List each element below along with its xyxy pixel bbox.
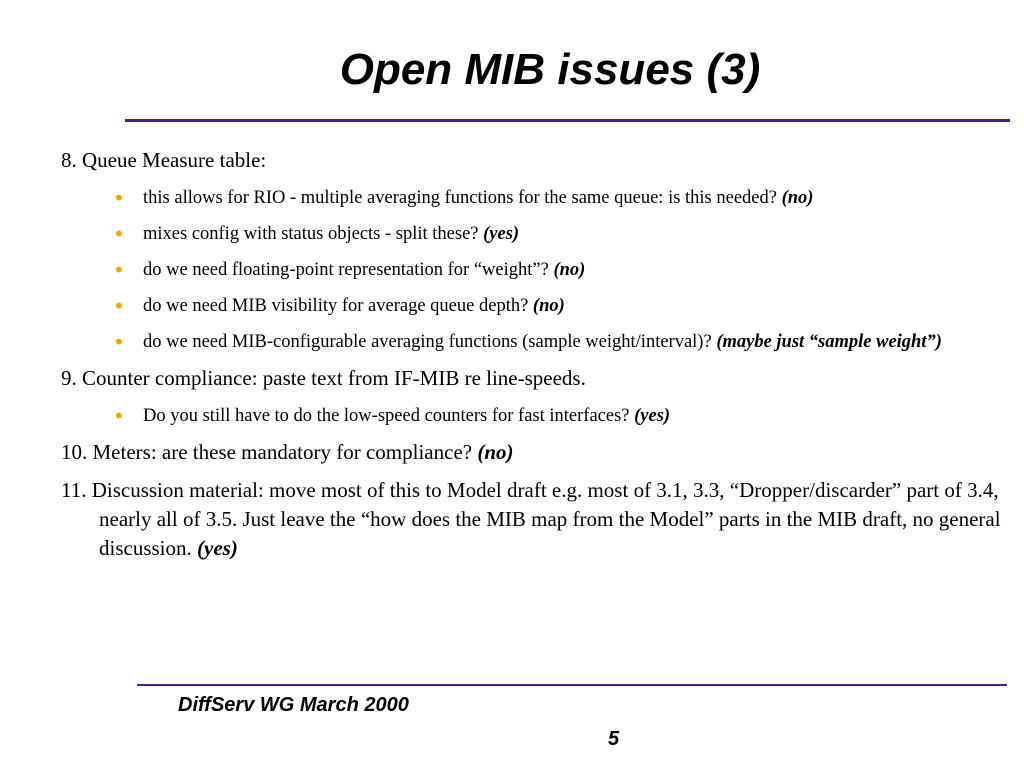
issue-11-answer: (yes) [197, 536, 238, 560]
slide-body [61, 146, 1001, 572]
bullet-text: do we need floating-point representation for “weight”? [143, 260, 554, 280]
issue-8-text: 8. Queue Measure table: [61, 148, 267, 172]
footer-divider [137, 684, 1007, 686]
issue-8-bullet-1 [61, 184, 943, 213]
bullet-answer: (yes) [634, 406, 671, 426]
bullet-icon: • [113, 222, 125, 246]
bullet-text: do we need MIB visibility for average queue depth? [143, 296, 533, 316]
issue-10-text: 10. Meters: are these mandatory for compliance? [61, 440, 478, 464]
issue-9-bullet-1 [61, 402, 943, 431]
issue-8-bullet-3 [61, 256, 943, 285]
issue-9-text: 9. Counter compliance: paste text from IF-MIB re line-speeds. [61, 366, 586, 390]
title-divider [125, 119, 1010, 122]
page-number: 5 [608, 728, 620, 750]
bullet-text: do we need MIB-configurable averaging functions (sample weight/interval)? [143, 332, 717, 352]
bullet-text: this allows for RIO - multiple averaging functions for the same queue: is this needed? [143, 188, 782, 208]
issue-9 [61, 364, 1001, 393]
slide-title: Open MIB issues (3) [339, 45, 761, 94]
issue-10-answer: (no) [477, 440, 514, 464]
bullet-answer: (yes) [483, 224, 520, 244]
bullet-icon: • [113, 186, 125, 210]
issue-8-bullet-5 [61, 328, 943, 357]
issue-11 [61, 476, 1001, 563]
bullet-icon: • [113, 404, 125, 428]
bullet-icon: • [113, 330, 125, 354]
bullet-icon: • [113, 294, 125, 318]
bullet-answer: (no) [532, 296, 565, 316]
bullet-answer: (no) [553, 260, 586, 280]
issue-11-text: 11. Discussion material: move most of this to Model draft e.g. most of 3.1, 3.3, “Dropper/discarder” part of 3.4, nearly all of 3.5. Just leave the “how does the MIB map from the Model” parts in the MIB draft, no general discussion. [61, 478, 1001, 560]
bullet-text: mixes config with status objects - split these? [143, 224, 484, 244]
bullet-answer: (no) [781, 188, 814, 208]
issue-8-bullet-4 [61, 292, 943, 321]
bullet-icon: • [113, 258, 125, 282]
issue-8 [61, 146, 1001, 175]
issue-8-bullet-2 [61, 220, 943, 249]
issue-10 [61, 438, 1001, 467]
footer-text: DiffServ WG March 2000 [178, 694, 409, 716]
bullet-answer: (maybe just “sample weight”) [716, 332, 942, 352]
bullet-text: Do you still have to do the low-speed counters for fast interfaces? [143, 406, 635, 426]
